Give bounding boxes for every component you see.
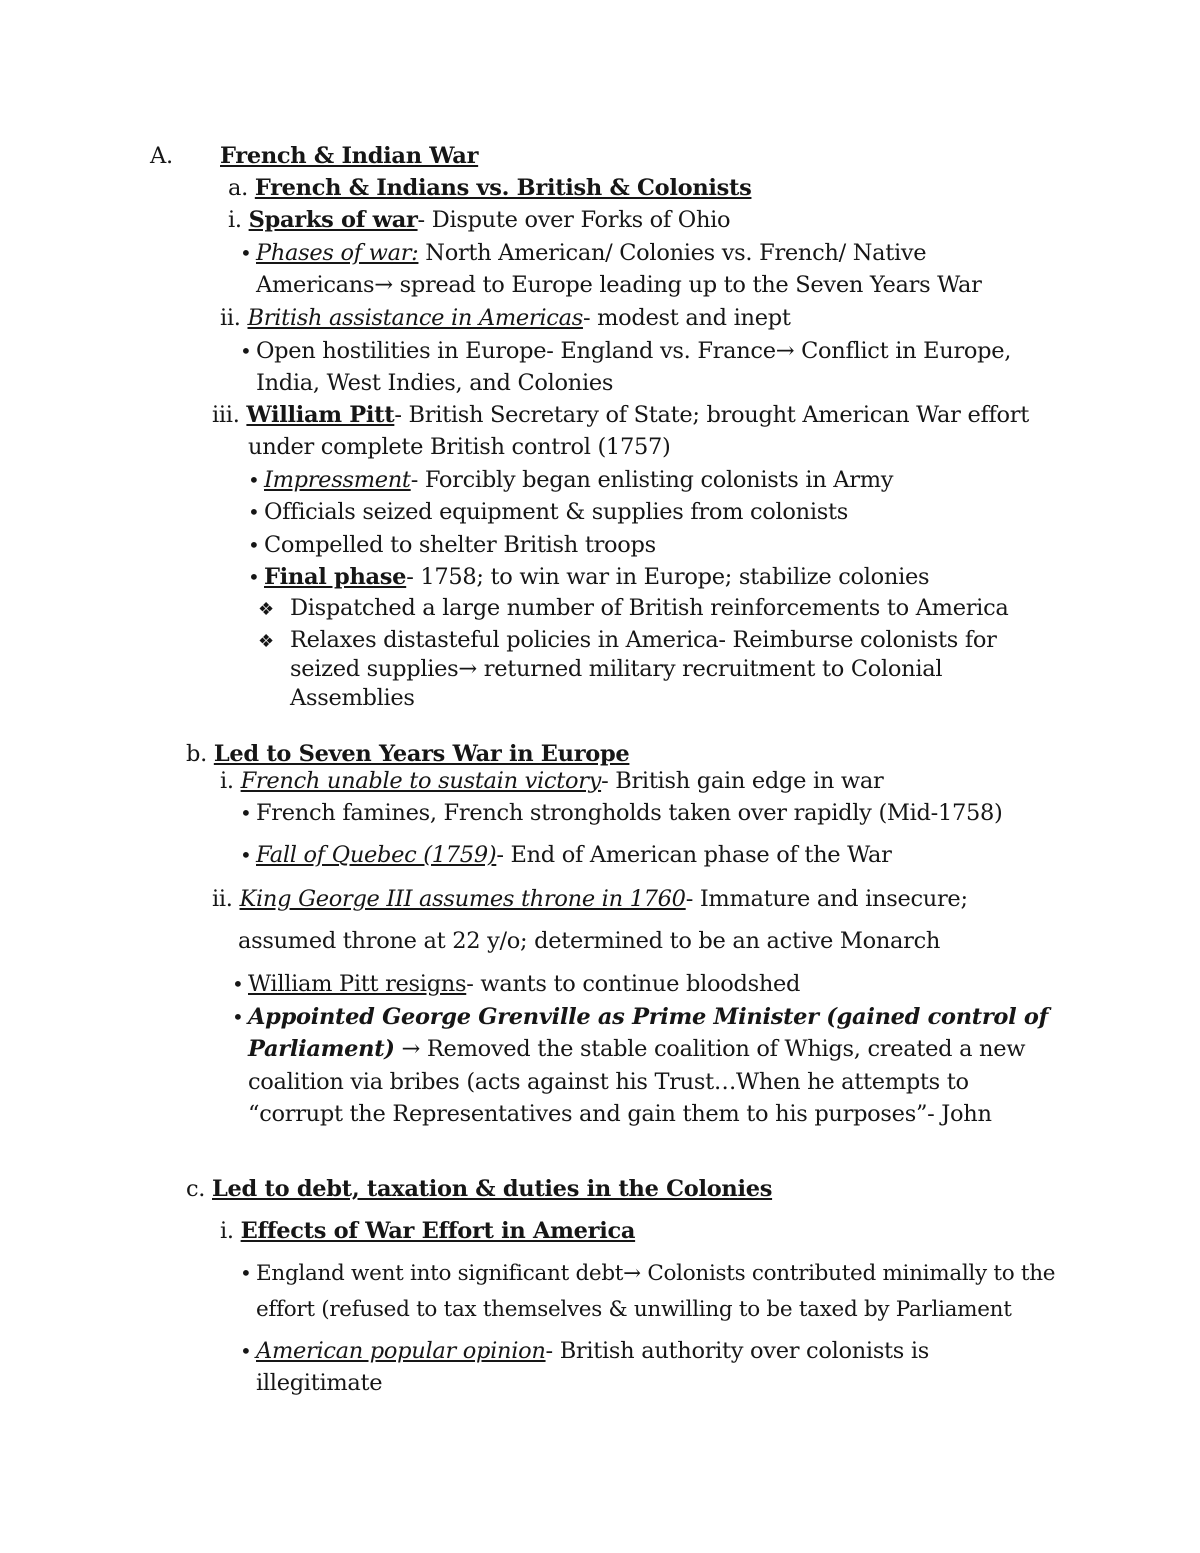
item-a-iii-cont: under complete British control (1757) <box>248 434 671 460</box>
bullet-icon: • <box>248 565 260 589</box>
subsection-c-title: Led to debt, taxation & duties in the Colonies <box>212 1176 773 1202</box>
bullet-grenville-cont2: coalition via bribes (acts against his Trust…When he attempts to <box>248 1069 969 1095</box>
item-a-ii: ii. British assistance in Americas- modest and inept <box>220 305 791 331</box>
diamond-bullet-icon: ❖ <box>258 599 274 620</box>
bullet-grenville: • Appointed George Grenville as Prime Minister (gained control of <box>232 1004 1048 1030</box>
item-b-i: i. French unable to sustain victory- British gain edge in war <box>220 768 884 794</box>
bullet-england-debt-cont: effort (refused to tax themselves & unwilling to be taxed by Parliament <box>256 1297 1012 1322</box>
bullet-fall-of-quebec: • Fall of Quebec (1759)- End of American phase of the War <box>240 842 892 868</box>
item-c-i: i. Effects of War Effort in America <box>220 1218 636 1244</box>
subsection-a-title: French & Indians vs. British & Colonists <box>254 175 752 201</box>
bullet-american-opinion: • American popular opinion- British authority over colonists is <box>240 1338 930 1364</box>
bullet-icon: • <box>240 801 252 825</box>
sub-bullet-relaxes-cont2: Assemblies <box>290 685 415 711</box>
bullet-icon: • <box>232 1005 244 1029</box>
bullet-icon: • <box>232 972 244 996</box>
bullet-icon: • <box>248 533 260 557</box>
bullet-icon: • <box>240 339 252 363</box>
item-b-ii: ii. King George III assumes throne in 1760- Immature and insecure; <box>212 886 968 912</box>
section-A-title: French & Indian War <box>220 143 479 169</box>
bullet-icon: • <box>240 843 252 867</box>
bullet-phases-of-war-cont: Americans→ spread to Europe leading up to the Seven Years War <box>256 272 982 298</box>
bullet-grenville-cont3: “corrupt the Representatives and gain them to his purposes”- John <box>248 1101 992 1127</box>
subsection-b: b. Led to Seven Years War in Europe <box>186 741 630 767</box>
item-a-iii: iii. William Pitt- British Secretary of State; brought American War effort <box>212 402 1029 428</box>
item-b-ii-cont: assumed throne at 22 y/o; determined to be an active Monarch <box>238 928 941 954</box>
item-a-i: i. Sparks of war- Dispute over Forks of Ohio <box>228 207 731 233</box>
bullet-icon: • <box>240 1339 252 1363</box>
bullet-phases-of-war: • Phases of war: North American/ Colonies vs. French/ Native <box>240 240 927 266</box>
subsection-b-title: Led to Seven Years War in Europe <box>213 741 630 767</box>
subsection-c: c. Led to debt, taxation & duties in the Colonies <box>186 1176 773 1202</box>
bullet-icon: • <box>240 1261 252 1285</box>
bullet-pitt-resigns: • William Pitt resigns- wants to continue bloodshed <box>232 971 801 997</box>
bullet-grenville-cont1: Parliament) → Removed the stable coalition of Whigs, created a new <box>248 1036 1026 1062</box>
bullet-american-opinion-cont: illegitimate <box>256 1370 383 1396</box>
subsection-a: a. French & Indians vs. British & Colonists <box>228 175 752 201</box>
sub-bullet-relaxes-cont1: seized supplies→ returned military recruitment to Colonial <box>290 656 943 682</box>
bullet-compelled-shelter: • Compelled to shelter British troops <box>248 532 656 558</box>
bullet-icon: • <box>240 241 252 265</box>
bullet-french-famines: • French famines, French strongholds taken over rapidly (Mid-1758) <box>240 800 1003 826</box>
diamond-bullet-icon: ❖ <box>258 631 274 652</box>
sub-bullet-dispatched: ❖ Dispatched a large number of British reinforcements to America <box>258 594 1009 624</box>
bullet-officials-seized: • Officials seized equipment & supplies from colonists <box>248 499 848 525</box>
bullet-england-debt: • England went into significant debt→ Colonists contributed minimally to the <box>240 1261 1056 1286</box>
sub-bullet-relaxes: ❖ Relaxes distasteful policies in America- Reimburse colonists for <box>258 626 997 656</box>
bullet-open-hostilities-cont: India, West Indies, and Colonies <box>256 370 614 396</box>
bullet-icon: • <box>248 468 260 492</box>
bullet-final-phase: • Final phase- 1758; to win war in Europe; stabilize colonies <box>248 564 930 590</box>
section-A-label: A. <box>150 143 173 169</box>
bullet-open-hostilities: • Open hostilities in Europe- England vs. France→ Conflict in Europe, <box>240 338 1012 364</box>
bullet-icon: • <box>248 500 260 524</box>
bullet-impressment: • Impressment- Forcibly began enlisting colonists in Army <box>248 467 894 493</box>
